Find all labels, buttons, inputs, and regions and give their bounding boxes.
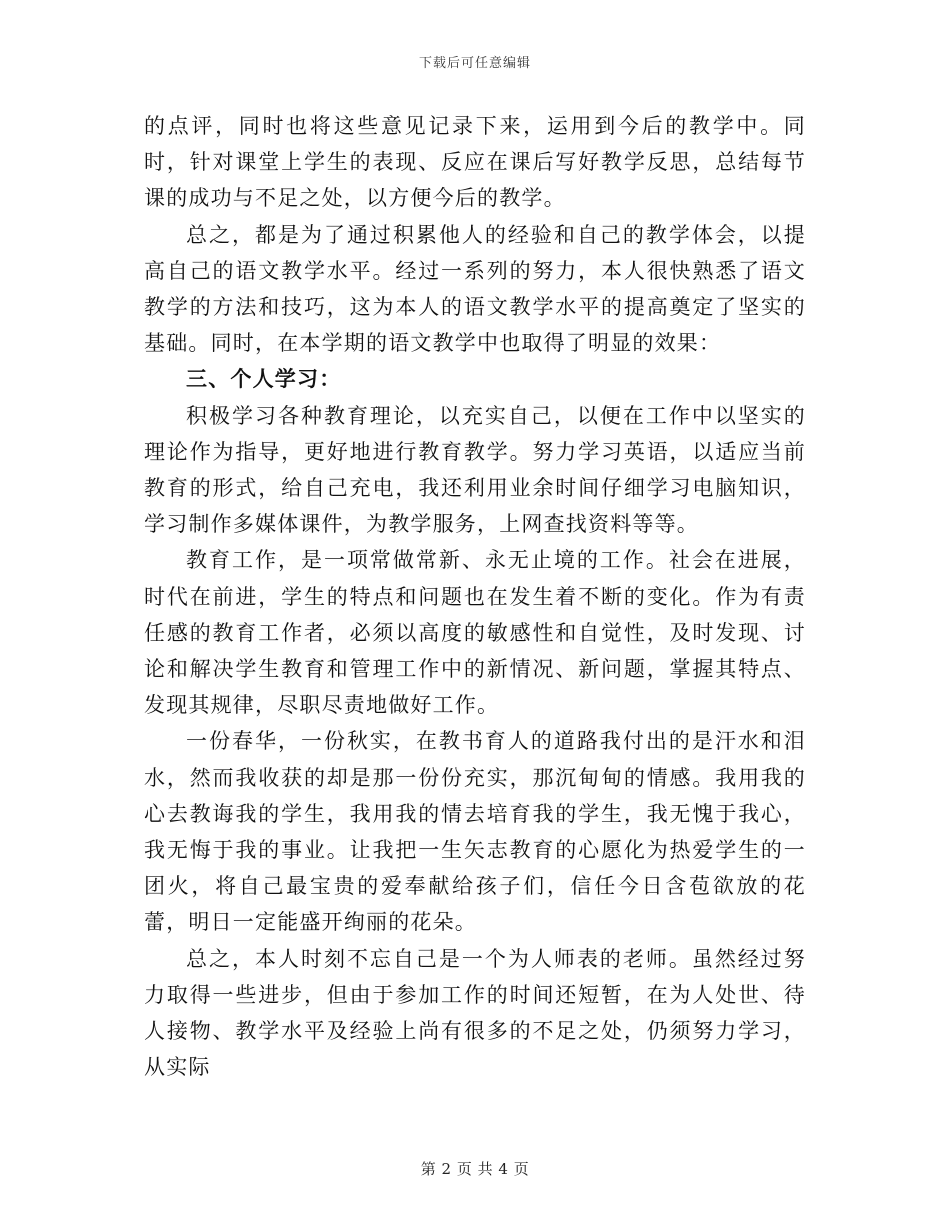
page-number: 第 2 页 共 4 页 — [420, 1160, 530, 1178]
section-heading: 三、个人学习： — [186, 366, 342, 392]
paragraph-summary: 总之，都是为了通过积累他人的经验和自己的教学体会，以提高自己的语文教学水平。经过一系列的努力，本人很快熟悉了语文教学的方法和技巧，这为本人的语文教学水平的提高奠定了坚实的基础。同时，在本学期的语文教学中也取得了明显的效果： — [144, 222, 806, 356]
paragraph-education-work: 教育工作，是一项常做常新、永无止境的工作。社会在进展，时代在前进，学生的特点和问题也在发生着不断的变化。作为有责任感的教育工作者，必须以高度的敏感性和自觉性，及时发现、讨论和解决学生教育和管理工作中的新情况、新问题，掌握其特点、发现其规律，尽职尽责地做好工作。 — [144, 548, 806, 718]
document-body — [144, 108, 806, 1085]
page-header: 下载后可任意编辑 — [418, 56, 531, 71]
paragraph-continuation: 的点评，同时也将这些意见记录下来，运用到今后的教学中。同时，针对课堂上学生的表现、反应在课后写好教学反思，总结每节课的成功与不足之处，以方便今后的教学。 — [144, 114, 806, 211]
paragraph-personal-study: 积极学习各种教育理论，以充实自己，以便在工作中以坚实的理论作为指导，更好地进行教育教学。努力学习英语，以适应当前教育的形式，给自己充电，我还利用业余时间仔细学习电脑知识，学习制作多媒体课件，为教学服务，上网查找资料等等。 — [144, 403, 806, 537]
paragraph-dedication: 一份春华，一份秋实，在教书育人的道路我付出的是汗水和泪水，然而我收获的却是那一份份充实，那沉甸甸的情感。我用我的心去教诲我的学生，我用我的情去培育我的学生，我无愧于我心，我无悔于我的事业。让我把一生矢志教育的心愿化为热爱学生的一团火，将自己最宝贵的爱奉献给孩子们，信任今日含苞欲放的花蕾，明日一定能盛开绚丽的花朵。 — [144, 729, 806, 935]
paragraph-conclusion: 总之，本人时刻不忘自己是一个为人师表的老师。虽然经过努力取得一些进步，但由于参加工作的时间还短暂，在为人处世、待人接物、教学水平及经验上尚有很多的不足之处，仍须努力学习，从实际 — [144, 946, 806, 1080]
